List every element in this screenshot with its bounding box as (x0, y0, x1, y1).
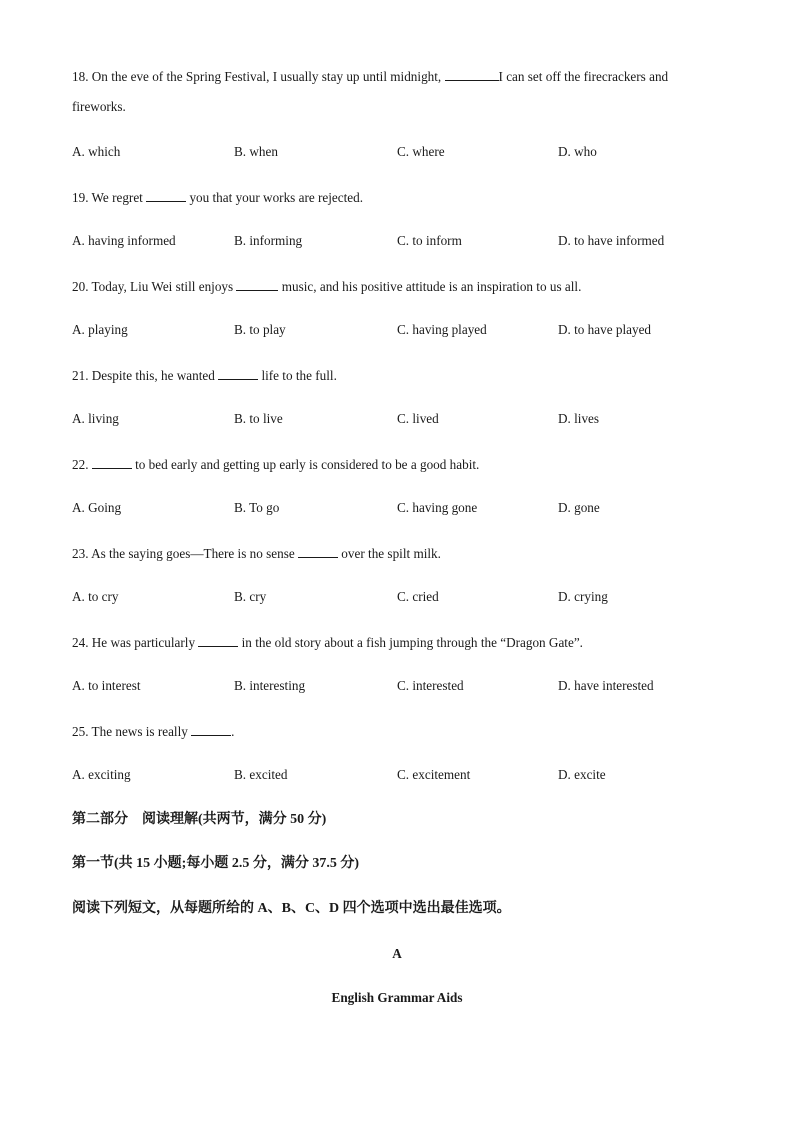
passage-title: English Grammar Aids (331, 990, 463, 1005)
question-text-pre: We regret (91, 190, 143, 205)
question-20 (72, 278, 581, 295)
question-18 (72, 68, 668, 85)
option-c: C. cried (397, 589, 439, 604)
passage-letter: A (392, 946, 402, 961)
answer-blank (236, 278, 278, 291)
option-d: D. crying (558, 589, 608, 604)
option-c: C. excitement (397, 767, 471, 782)
question-text-pre: Despite this, he wanted (91, 368, 215, 383)
option-d: D. gone (558, 500, 600, 515)
option-c: C. interested (397, 678, 464, 693)
question-text-post: over the spilt milk. (341, 546, 441, 561)
options-19 (72, 233, 752, 249)
question-25 (72, 723, 234, 740)
options-21 (72, 411, 752, 427)
question-18-continuation: fireworks. (72, 99, 126, 114)
option-b: B. interesting (234, 678, 306, 693)
question-text-pre: He was particularly (91, 635, 196, 650)
question-text-post: to bed early and getting up early is considered to be a good habit. (135, 457, 480, 472)
question-19 (72, 189, 363, 206)
question-number: 18. (72, 69, 89, 84)
question-number: 22. (72, 457, 89, 472)
answer-blank (92, 456, 132, 469)
option-b: B. excited (234, 767, 288, 782)
question-text-post: music, and his positive attitude is an inspiration to us all. (281, 279, 582, 294)
question-text-pre: Today, Liu Wei still enjoys (91, 279, 234, 294)
options-22 (72, 500, 752, 516)
section-heading: 第一节(共 15 小题;每小题 2.5 分，满分 37.5 分) (72, 856, 359, 871)
option-a: A. to cry (72, 589, 119, 604)
question-text-post: life to the full. (261, 368, 337, 383)
option-a: A. having informed (72, 233, 176, 248)
options-18 (72, 144, 752, 160)
option-b: B. when (234, 144, 278, 159)
options-24 (72, 678, 752, 694)
question-number: 23. (72, 546, 89, 561)
options-25 (72, 767, 752, 783)
question-22 (72, 456, 479, 473)
option-c: C. where (397, 144, 445, 159)
answer-blank (146, 189, 186, 202)
option-c: C. having gone (397, 500, 478, 515)
question-text-post: . (231, 724, 235, 739)
answer-blank (198, 634, 238, 647)
option-a: A. exciting (72, 767, 131, 782)
question-23 (72, 545, 441, 562)
question-number: 21. (72, 368, 89, 383)
option-c: C. having played (397, 322, 487, 337)
question-text-post: you that your works are rejected. (189, 190, 364, 205)
option-d: D. have interested (558, 678, 654, 693)
question-text-post: in the old story about a fish jumping through the “Dragon Gate”. (241, 635, 583, 650)
answer-blank (445, 68, 499, 81)
question-text-post: I can set off the firecrackers and (498, 69, 669, 84)
answer-blank (191, 723, 231, 736)
question-number: 25. (72, 724, 89, 739)
options-20 (72, 322, 752, 338)
option-b: B. to live (234, 411, 283, 426)
option-d: D. to have played (558, 322, 652, 337)
option-d: D. who (558, 144, 597, 159)
option-a: A. playing (72, 322, 128, 337)
answer-blank (298, 545, 338, 558)
option-b: B. to play (234, 322, 286, 337)
option-c: C. lived (397, 411, 439, 426)
answer-blank (218, 367, 258, 380)
option-a: A. to interest (72, 678, 141, 693)
option-c: C. to inform (397, 233, 462, 248)
option-d: D. to have informed (558, 233, 665, 248)
part-heading: 第二部分 阅读理解(共两节，满分 50 分) (72, 812, 327, 827)
question-text-pre: The news is really (91, 724, 188, 739)
option-b: B. To go (234, 500, 280, 515)
question-number: 20. (72, 279, 89, 294)
instruction-text: 阅读下列短文，从每题所给的 A、B、C、D 四个选项中选出最佳选项。 (72, 901, 511, 916)
question-21 (72, 367, 337, 384)
option-b: B. cry (234, 589, 267, 604)
question-text-pre: On the eve of the Spring Festival, I usually stay up until midnight, (91, 69, 442, 84)
options-23 (72, 589, 752, 605)
question-text-pre: As the saying goes—There is no sense (91, 546, 295, 561)
question-number: 19. (72, 190, 89, 205)
question-number: 24. (72, 635, 89, 650)
option-a: A. living (72, 411, 119, 426)
question-24 (72, 634, 583, 651)
option-d: D. excite (558, 767, 606, 782)
option-d: D. lives (558, 411, 600, 426)
option-a: A. which (72, 144, 121, 159)
option-a: A. Going (72, 500, 122, 515)
option-b: B. informing (234, 233, 303, 248)
